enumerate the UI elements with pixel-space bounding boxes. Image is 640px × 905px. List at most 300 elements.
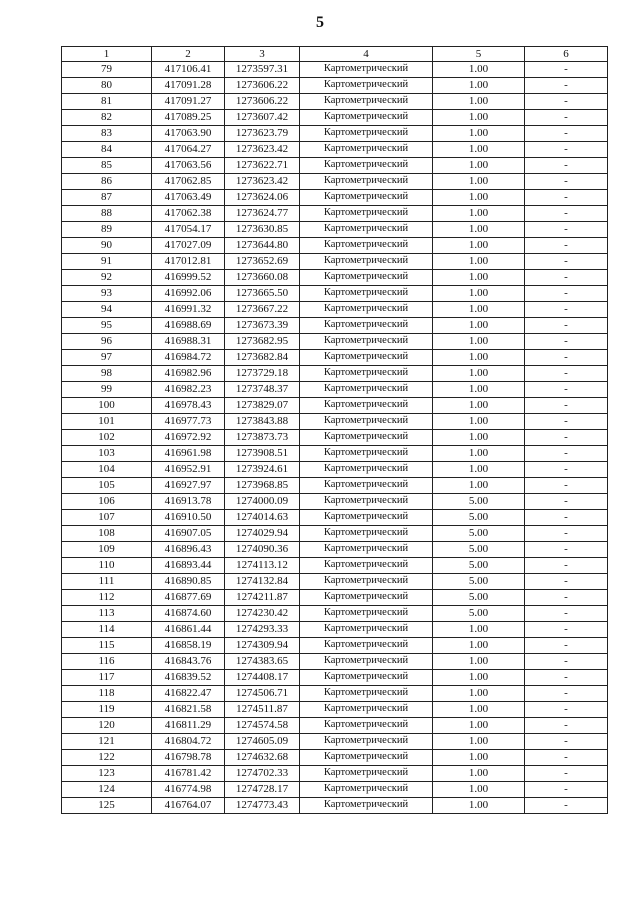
x-coordinate-cell: 416992.06 [152, 286, 225, 302]
method-cell: Картометрический [300, 702, 433, 718]
note-cell: - [525, 126, 608, 142]
table-row [62, 302, 608, 318]
x-coordinate-cell: 416972.92 [152, 430, 225, 446]
accuracy-cell: 1.00 [433, 638, 525, 654]
note-cell: - [525, 558, 608, 574]
table-body [62, 62, 608, 814]
accuracy-cell: 1.00 [433, 174, 525, 190]
table-row [62, 142, 608, 158]
accuracy-cell: 1.00 [433, 462, 525, 478]
accuracy-cell: 1.00 [433, 62, 525, 78]
table-row [62, 590, 608, 606]
column-header: 5 [433, 47, 525, 62]
accuracy-cell: 1.00 [433, 766, 525, 782]
table-row [62, 686, 608, 702]
y-coordinate-cell: 1273667.22 [225, 302, 300, 318]
accuracy-cell: 1.00 [433, 414, 525, 430]
note-cell: - [525, 798, 608, 814]
y-coordinate-cell: 1273624.06 [225, 190, 300, 206]
table-header-row [62, 47, 608, 62]
point-number-cell: 100 [62, 398, 152, 414]
accuracy-cell: 1.00 [433, 190, 525, 206]
point-number-cell: 97 [62, 350, 152, 366]
point-number-cell: 103 [62, 446, 152, 462]
table-row [62, 254, 608, 270]
accuracy-cell: 1.00 [433, 158, 525, 174]
table-row [62, 446, 608, 462]
table-row [62, 654, 608, 670]
x-coordinate-cell: 416988.69 [152, 318, 225, 334]
note-cell: - [525, 254, 608, 270]
accuracy-cell: 1.00 [433, 622, 525, 638]
x-coordinate-cell: 416874.60 [152, 606, 225, 622]
y-coordinate-cell: 1274632.68 [225, 750, 300, 766]
y-coordinate-cell: 1273623.42 [225, 174, 300, 190]
table-row [62, 622, 608, 638]
accuracy-cell: 5.00 [433, 558, 525, 574]
table-row [62, 350, 608, 366]
accuracy-cell: 1.00 [433, 654, 525, 670]
note-cell: - [525, 494, 608, 510]
method-cell: Картометрический [300, 526, 433, 542]
note-cell: - [525, 110, 608, 126]
point-number-cell: 92 [62, 270, 152, 286]
note-cell: - [525, 414, 608, 430]
method-cell: Картометрический [300, 718, 433, 734]
y-coordinate-cell: 1274383.65 [225, 654, 300, 670]
table-row [62, 606, 608, 622]
point-number-cell: 102 [62, 430, 152, 446]
table-row [62, 638, 608, 654]
note-cell: - [525, 750, 608, 766]
method-cell: Картометрический [300, 766, 433, 782]
x-coordinate-cell: 417063.56 [152, 158, 225, 174]
point-number-cell: 111 [62, 574, 152, 590]
y-coordinate-cell: 1274293.33 [225, 622, 300, 638]
point-number-cell: 106 [62, 494, 152, 510]
table-row [62, 78, 608, 94]
point-number-cell: 101 [62, 414, 152, 430]
y-coordinate-cell: 1274728.17 [225, 782, 300, 798]
note-cell: - [525, 606, 608, 622]
y-coordinate-cell: 1273607.42 [225, 110, 300, 126]
y-coordinate-cell: 1273644.80 [225, 238, 300, 254]
x-coordinate-cell: 416764.07 [152, 798, 225, 814]
x-coordinate-cell: 417091.27 [152, 94, 225, 110]
accuracy-cell: 1.00 [433, 398, 525, 414]
y-coordinate-cell: 1274211.87 [225, 590, 300, 606]
note-cell: - [525, 542, 608, 558]
accuracy-cell: 5.00 [433, 542, 525, 558]
x-coordinate-cell: 416961.98 [152, 446, 225, 462]
y-coordinate-cell: 1274408.17 [225, 670, 300, 686]
accuracy-cell: 1.00 [433, 222, 525, 238]
x-coordinate-cell: 416774.98 [152, 782, 225, 798]
table-row [62, 430, 608, 446]
table-row [62, 462, 608, 478]
table-row [62, 526, 608, 542]
table-row [62, 158, 608, 174]
y-coordinate-cell: 1273665.50 [225, 286, 300, 302]
y-coordinate-cell: 1273843.88 [225, 414, 300, 430]
y-coordinate-cell: 1274605.09 [225, 734, 300, 750]
x-coordinate-cell: 416984.72 [152, 350, 225, 366]
y-coordinate-cell: 1273924.61 [225, 462, 300, 478]
note-cell: - [525, 734, 608, 750]
x-coordinate-cell: 416988.31 [152, 334, 225, 350]
point-number-cell: 117 [62, 670, 152, 686]
note-cell: - [525, 334, 608, 350]
point-number-cell: 84 [62, 142, 152, 158]
note-cell: - [525, 366, 608, 382]
method-cell: Картометрический [300, 606, 433, 622]
method-cell: Картометрический [300, 206, 433, 222]
table-row [62, 366, 608, 382]
x-coordinate-cell: 416781.42 [152, 766, 225, 782]
x-coordinate-cell: 417062.38 [152, 206, 225, 222]
method-cell: Картометрический [300, 782, 433, 798]
y-coordinate-cell: 1273829.07 [225, 398, 300, 414]
y-coordinate-cell: 1273622.71 [225, 158, 300, 174]
accuracy-cell: 1.00 [433, 334, 525, 350]
table-row [62, 510, 608, 526]
note-cell: - [525, 222, 608, 238]
y-coordinate-cell: 1274029.94 [225, 526, 300, 542]
y-coordinate-cell: 1274113.12 [225, 558, 300, 574]
table-row [62, 286, 608, 302]
table-row [62, 494, 608, 510]
point-number-cell: 98 [62, 366, 152, 382]
note-cell: - [525, 430, 608, 446]
method-cell: Картометрический [300, 190, 433, 206]
point-number-cell: 104 [62, 462, 152, 478]
y-coordinate-cell: 1274506.71 [225, 686, 300, 702]
y-coordinate-cell: 1274090.36 [225, 542, 300, 558]
table-row [62, 702, 608, 718]
method-cell: Картометрический [300, 670, 433, 686]
x-coordinate-cell: 416982.96 [152, 366, 225, 382]
note-cell: - [525, 302, 608, 318]
method-cell: Картометрический [300, 462, 433, 478]
x-coordinate-cell: 417063.90 [152, 126, 225, 142]
point-number-cell: 80 [62, 78, 152, 94]
y-coordinate-cell: 1273968.85 [225, 478, 300, 494]
x-coordinate-cell: 416907.05 [152, 526, 225, 542]
table-row [62, 110, 608, 126]
accuracy-cell: 1.00 [433, 446, 525, 462]
table-row [62, 398, 608, 414]
point-number-cell: 99 [62, 382, 152, 398]
note-cell: - [525, 350, 608, 366]
note-cell: - [525, 382, 608, 398]
y-coordinate-cell: 1274230.42 [225, 606, 300, 622]
y-coordinate-cell: 1273682.84 [225, 350, 300, 366]
point-number-cell: 119 [62, 702, 152, 718]
table-row [62, 718, 608, 734]
table-row [62, 558, 608, 574]
point-number-cell: 112 [62, 590, 152, 606]
x-coordinate-cell: 417106.41 [152, 62, 225, 78]
method-cell: Картометрический [300, 78, 433, 94]
accuracy-cell: 1.00 [433, 366, 525, 382]
column-header: 1 [62, 47, 152, 62]
accuracy-cell: 1.00 [433, 78, 525, 94]
y-coordinate-cell: 1273624.77 [225, 206, 300, 222]
y-coordinate-cell: 1273682.95 [225, 334, 300, 350]
point-number-cell: 90 [62, 238, 152, 254]
accuracy-cell: 1.00 [433, 350, 525, 366]
note-cell: - [525, 206, 608, 222]
method-cell: Картометрический [300, 62, 433, 78]
accuracy-cell: 1.00 [433, 670, 525, 686]
x-coordinate-cell: 416822.47 [152, 686, 225, 702]
x-coordinate-cell: 416952.91 [152, 462, 225, 478]
table-row [62, 318, 608, 334]
table-row [62, 206, 608, 222]
accuracy-cell: 5.00 [433, 494, 525, 510]
note-cell: - [525, 62, 608, 78]
method-cell: Картометрический [300, 654, 433, 670]
y-coordinate-cell: 1273623.79 [225, 126, 300, 142]
table-row [62, 62, 608, 78]
accuracy-cell: 1.00 [433, 318, 525, 334]
method-cell: Картометрический [300, 366, 433, 382]
column-header: 4 [300, 47, 433, 62]
point-number-cell: 105 [62, 478, 152, 494]
point-number-cell: 96 [62, 334, 152, 350]
y-coordinate-cell: 1274132.84 [225, 574, 300, 590]
x-coordinate-cell: 416798.78 [152, 750, 225, 766]
accuracy-cell: 1.00 [433, 142, 525, 158]
x-coordinate-cell: 417089.25 [152, 110, 225, 126]
point-number-cell: 113 [62, 606, 152, 622]
point-number-cell: 91 [62, 254, 152, 270]
x-coordinate-cell: 417054.17 [152, 222, 225, 238]
x-coordinate-cell: 417091.28 [152, 78, 225, 94]
point-number-cell: 93 [62, 286, 152, 302]
method-cell: Картометрический [300, 686, 433, 702]
point-number-cell: 114 [62, 622, 152, 638]
table-row [62, 174, 608, 190]
method-cell: Картометрический [300, 398, 433, 414]
note-cell: - [525, 398, 608, 414]
x-coordinate-cell: 416896.43 [152, 542, 225, 558]
table-row [62, 238, 608, 254]
x-coordinate-cell: 416977.73 [152, 414, 225, 430]
accuracy-cell: 1.00 [433, 718, 525, 734]
table-row [62, 574, 608, 590]
accuracy-cell: 5.00 [433, 606, 525, 622]
x-coordinate-cell: 416861.44 [152, 622, 225, 638]
y-coordinate-cell: 1274702.33 [225, 766, 300, 782]
column-header: 6 [525, 47, 608, 62]
method-cell: Картометрический [300, 478, 433, 494]
y-coordinate-cell: 1274000.09 [225, 494, 300, 510]
point-number-cell: 87 [62, 190, 152, 206]
x-coordinate-cell: 416978.43 [152, 398, 225, 414]
note-cell: - [525, 78, 608, 94]
accuracy-cell: 1.00 [433, 382, 525, 398]
point-number-cell: 95 [62, 318, 152, 334]
accuracy-cell: 5.00 [433, 526, 525, 542]
method-cell: Картометрический [300, 750, 433, 766]
note-cell: - [525, 286, 608, 302]
accuracy-cell: 1.00 [433, 702, 525, 718]
method-cell: Картометрический [300, 734, 433, 750]
point-number-cell: 82 [62, 110, 152, 126]
method-cell: Картометрический [300, 574, 433, 590]
y-coordinate-cell: 1273729.18 [225, 366, 300, 382]
accuracy-cell: 5.00 [433, 510, 525, 526]
method-cell: Картометрический [300, 126, 433, 142]
table-row [62, 382, 608, 398]
table-row [62, 414, 608, 430]
y-coordinate-cell: 1273597.31 [225, 62, 300, 78]
table-row [62, 734, 608, 750]
x-coordinate-cell: 416839.52 [152, 670, 225, 686]
method-cell: Картометрический [300, 430, 433, 446]
method-cell: Картометрический [300, 94, 433, 110]
point-number-cell: 122 [62, 750, 152, 766]
method-cell: Картометрический [300, 558, 433, 574]
x-coordinate-cell: 416811.29 [152, 718, 225, 734]
column-header: 3 [225, 47, 300, 62]
y-coordinate-cell: 1274511.87 [225, 702, 300, 718]
note-cell: - [525, 718, 608, 734]
y-coordinate-cell: 1273673.39 [225, 318, 300, 334]
method-cell: Картометрический [300, 622, 433, 638]
x-coordinate-cell: 416858.19 [152, 638, 225, 654]
note-cell: - [525, 446, 608, 462]
note-cell: - [525, 142, 608, 158]
table-row [62, 750, 608, 766]
method-cell: Картометрический [300, 494, 433, 510]
point-number-cell: 116 [62, 654, 152, 670]
method-cell: Картометрический [300, 222, 433, 238]
note-cell: - [525, 94, 608, 110]
y-coordinate-cell: 1273873.73 [225, 430, 300, 446]
note-cell: - [525, 782, 608, 798]
point-number-cell: 81 [62, 94, 152, 110]
table-row [62, 270, 608, 286]
point-number-cell: 89 [62, 222, 152, 238]
y-coordinate-cell: 1274574.58 [225, 718, 300, 734]
note-cell: - [525, 174, 608, 190]
table-row [62, 782, 608, 798]
method-cell: Картометрический [300, 414, 433, 430]
y-coordinate-cell: 1273606.22 [225, 94, 300, 110]
y-coordinate-cell: 1273660.08 [225, 270, 300, 286]
note-cell: - [525, 590, 608, 606]
x-coordinate-cell: 417027.09 [152, 238, 225, 254]
point-number-cell: 125 [62, 798, 152, 814]
note-cell: - [525, 654, 608, 670]
y-coordinate-cell: 1274773.43 [225, 798, 300, 814]
accuracy-cell: 1.00 [433, 302, 525, 318]
coordinates-table [61, 46, 608, 814]
method-cell: Картометрический [300, 142, 433, 158]
method-cell: Картометрический [300, 798, 433, 814]
column-header: 2 [152, 47, 225, 62]
table-row [62, 766, 608, 782]
accuracy-cell: 1.00 [433, 126, 525, 142]
note-cell: - [525, 622, 608, 638]
point-number-cell: 108 [62, 526, 152, 542]
accuracy-cell: 1.00 [433, 782, 525, 798]
point-number-cell: 79 [62, 62, 152, 78]
point-number-cell: 120 [62, 718, 152, 734]
accuracy-cell: 5.00 [433, 574, 525, 590]
table-row [62, 542, 608, 558]
x-coordinate-cell: 416991.32 [152, 302, 225, 318]
note-cell: - [525, 318, 608, 334]
note-cell: - [525, 478, 608, 494]
point-number-cell: 86 [62, 174, 152, 190]
method-cell: Картометрический [300, 510, 433, 526]
note-cell: - [525, 238, 608, 254]
point-number-cell: 115 [62, 638, 152, 654]
x-coordinate-cell: 416893.44 [152, 558, 225, 574]
accuracy-cell: 1.00 [433, 430, 525, 446]
y-coordinate-cell: 1273606.22 [225, 78, 300, 94]
point-number-cell: 118 [62, 686, 152, 702]
accuracy-cell: 1.00 [433, 94, 525, 110]
table-row [62, 670, 608, 686]
accuracy-cell: 1.00 [433, 110, 525, 126]
point-number-cell: 123 [62, 766, 152, 782]
x-coordinate-cell: 416913.78 [152, 494, 225, 510]
note-cell: - [525, 574, 608, 590]
point-number-cell: 83 [62, 126, 152, 142]
y-coordinate-cell: 1273630.85 [225, 222, 300, 238]
note-cell: - [525, 686, 608, 702]
method-cell: Картометрический [300, 302, 433, 318]
x-coordinate-cell: 416999.52 [152, 270, 225, 286]
point-number-cell: 85 [62, 158, 152, 174]
note-cell: - [525, 158, 608, 174]
x-coordinate-cell: 416843.76 [152, 654, 225, 670]
note-cell: - [525, 510, 608, 526]
method-cell: Картометрический [300, 542, 433, 558]
method-cell: Картометрический [300, 382, 433, 398]
table-row [62, 126, 608, 142]
accuracy-cell: 1.00 [433, 478, 525, 494]
accuracy-cell: 5.00 [433, 590, 525, 606]
method-cell: Картометрический [300, 350, 433, 366]
accuracy-cell: 1.00 [433, 286, 525, 302]
method-cell: Картометрический [300, 174, 433, 190]
method-cell: Картометрический [300, 270, 433, 286]
accuracy-cell: 1.00 [433, 254, 525, 270]
accuracy-cell: 1.00 [433, 238, 525, 254]
point-number-cell: 124 [62, 782, 152, 798]
note-cell: - [525, 462, 608, 478]
note-cell: - [525, 766, 608, 782]
method-cell: Картометрический [300, 238, 433, 254]
x-coordinate-cell: 416804.72 [152, 734, 225, 750]
point-number-cell: 121 [62, 734, 152, 750]
note-cell: - [525, 270, 608, 286]
y-coordinate-cell: 1273652.69 [225, 254, 300, 270]
point-number-cell: 107 [62, 510, 152, 526]
x-coordinate-cell: 416982.23 [152, 382, 225, 398]
note-cell: - [525, 190, 608, 206]
x-coordinate-cell: 417062.85 [152, 174, 225, 190]
table-row [62, 334, 608, 350]
y-coordinate-cell: 1274014.63 [225, 510, 300, 526]
method-cell: Картометрический [300, 318, 433, 334]
x-coordinate-cell: 416927.97 [152, 478, 225, 494]
